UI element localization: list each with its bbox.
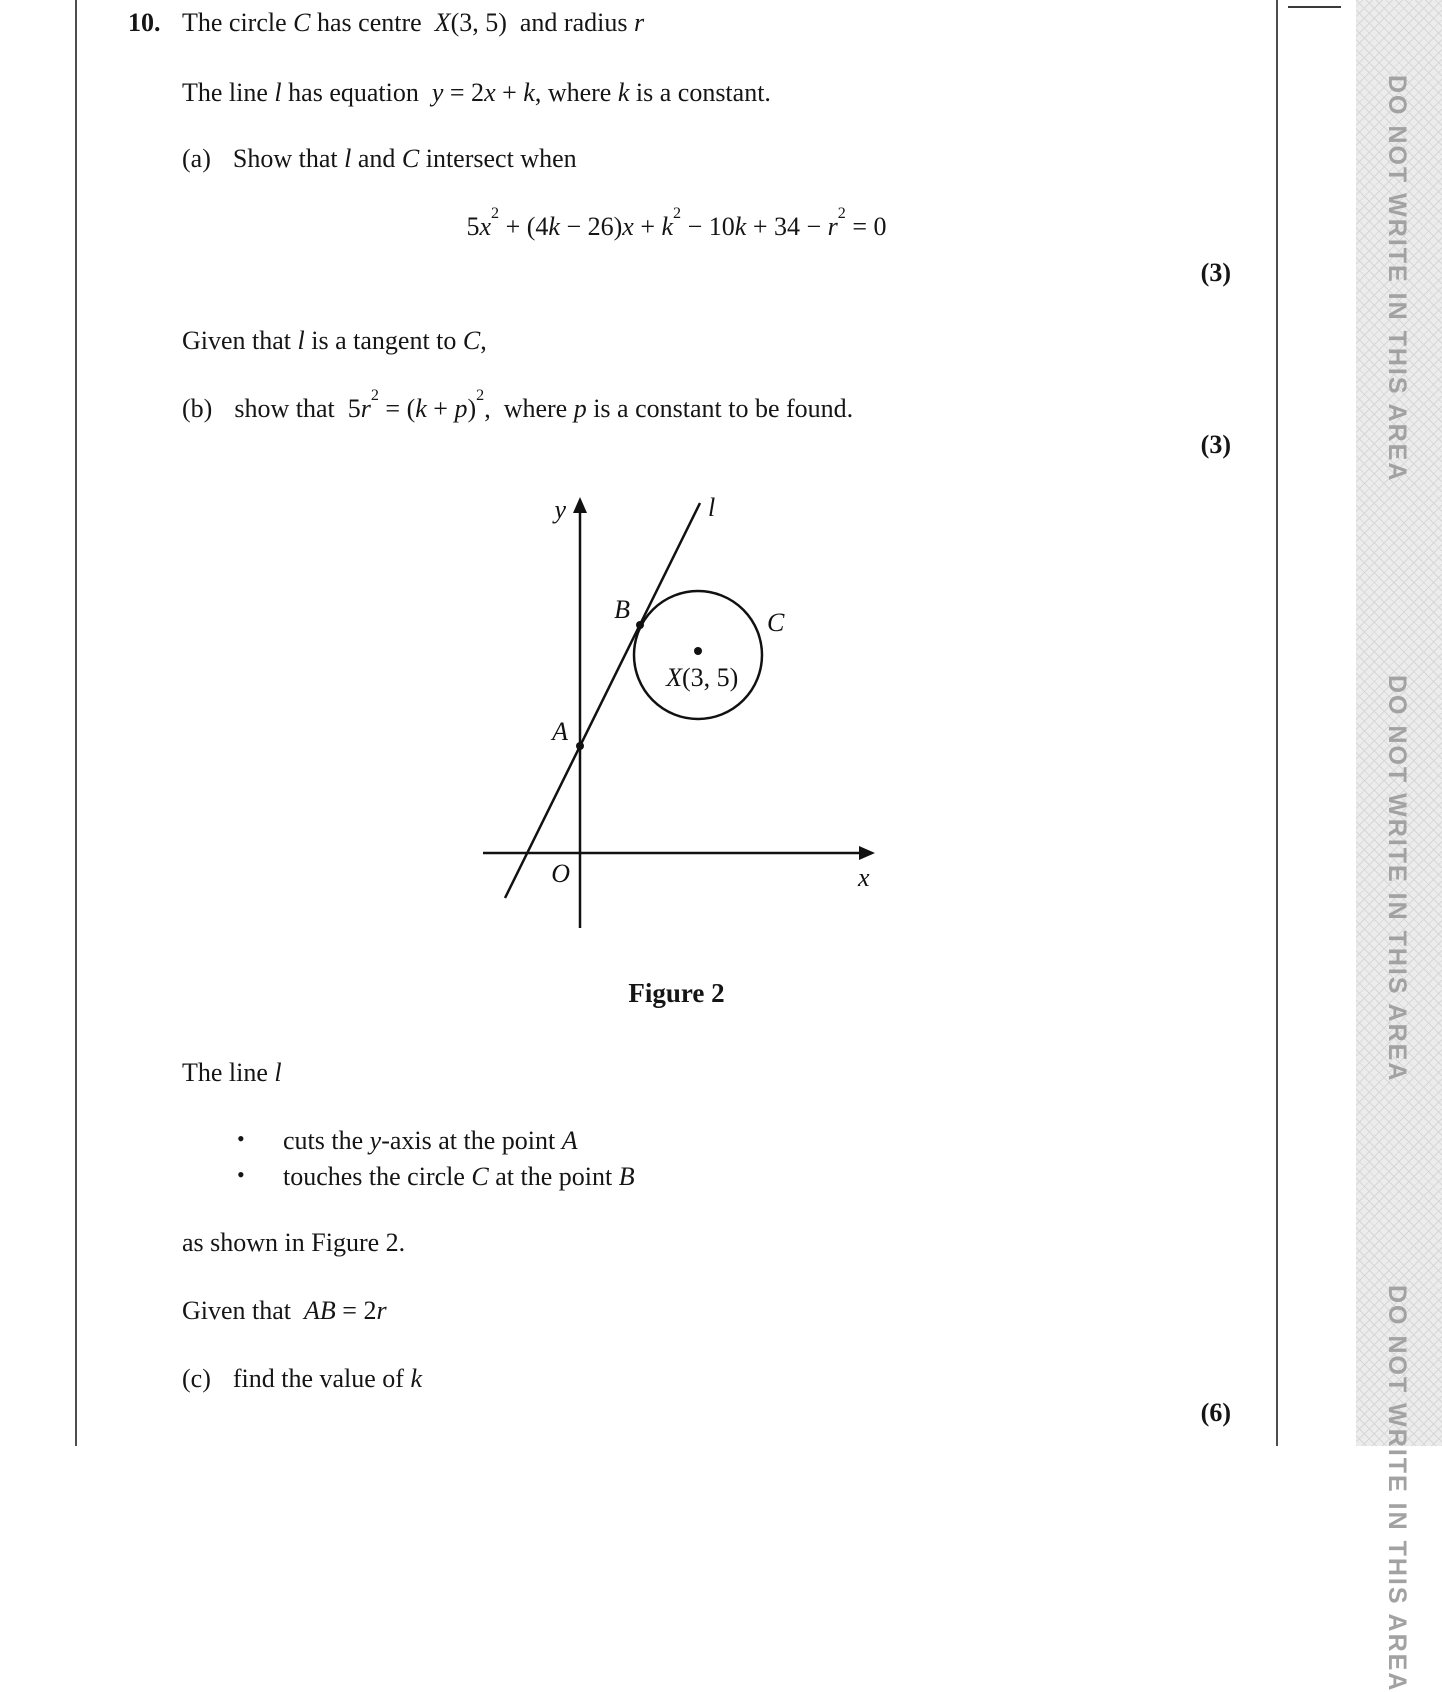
marks-part-b: (3) bbox=[1200, 430, 1231, 459]
bullet-icon: • bbox=[237, 1126, 245, 1151]
centre-label-coords: (3, 5) bbox=[682, 663, 739, 692]
line-l-label: l bbox=[708, 493, 716, 522]
y-axis-arrow-icon bbox=[573, 497, 587, 513]
part-c-text: find the value of k bbox=[232, 1364, 423, 1393]
do-not-write-strip bbox=[1356, 0, 1442, 1692]
marks-part-a: (3) bbox=[1200, 258, 1231, 287]
bullet-1-text: cuts the y-axis at the point A bbox=[283, 1126, 578, 1155]
x-axis-arrow-icon bbox=[859, 846, 875, 860]
question-10-block bbox=[77, 0, 1276, 1446]
leave-blank-rule bbox=[1288, 6, 1341, 8]
display-equation: $5x^2 + (4k - 26)x + k^2 - 10k + 34 - r^2 = 0$ bbox=[466, 205, 887, 241]
right-margin-rule bbox=[1276, 0, 1278, 1446]
question-number: 10. bbox=[128, 8, 161, 37]
centre-dot bbox=[694, 647, 702, 655]
do-not-write-text: DO NOT WRITE IN THIS AREA bbox=[1383, 675, 1411, 1083]
figure-caption: Figure 2 bbox=[628, 978, 725, 1008]
point-a-dot bbox=[576, 742, 584, 750]
part-a-label: (a) bbox=[182, 144, 211, 173]
the-line-l: The line l bbox=[182, 1058, 282, 1087]
part-b-text: show that $5r^2 = (k + p)^2$, where p is a constant to be found. bbox=[234, 387, 854, 423]
part-a-text: Show that l and C intersect when bbox=[232, 144, 577, 173]
part-a bbox=[182, 144, 577, 174]
point-b-dot bbox=[636, 621, 644, 629]
given-tangent: Given that l is a tangent to C, bbox=[182, 326, 487, 355]
marks-part-c: (6) bbox=[1200, 1398, 1231, 1427]
circle-c-label: C bbox=[767, 608, 785, 637]
do-not-write-text: DO NOT WRITE IN THIS AREA bbox=[1383, 75, 1411, 483]
y-axis-label: y bbox=[554, 495, 566, 524]
part-b bbox=[182, 387, 854, 424]
do-not-write-text: DO NOT WRITE IN THIS AREA bbox=[1383, 1285, 1411, 1692]
x-axis-label: x bbox=[858, 863, 870, 892]
figure-2 bbox=[460, 488, 900, 958]
line-l bbox=[505, 503, 700, 898]
figure-2-graph bbox=[460, 488, 900, 958]
given-ab: Given that AB = 2r bbox=[182, 1296, 387, 1325]
part-c bbox=[182, 1364, 422, 1394]
bullet-icon: • bbox=[237, 1162, 245, 1187]
question-intro: The circle C has centre X(3, 5) and radius r bbox=[182, 8, 645, 37]
line-equation-text: The line l has equation y = 2x + k, where k is a constant. bbox=[182, 78, 771, 107]
bullet-2-text: touches the circle C at the point B bbox=[283, 1162, 635, 1191]
centre-label-x: X bbox=[666, 663, 682, 692]
origin-label: O bbox=[551, 859, 570, 888]
point-a-label: A bbox=[552, 717, 568, 746]
point-b-label: B bbox=[614, 595, 630, 624]
part-c-label: (c) bbox=[182, 1364, 211, 1393]
as-shown-text: as shown in Figure 2. bbox=[182, 1228, 406, 1257]
part-b-label: (b) bbox=[182, 394, 213, 423]
